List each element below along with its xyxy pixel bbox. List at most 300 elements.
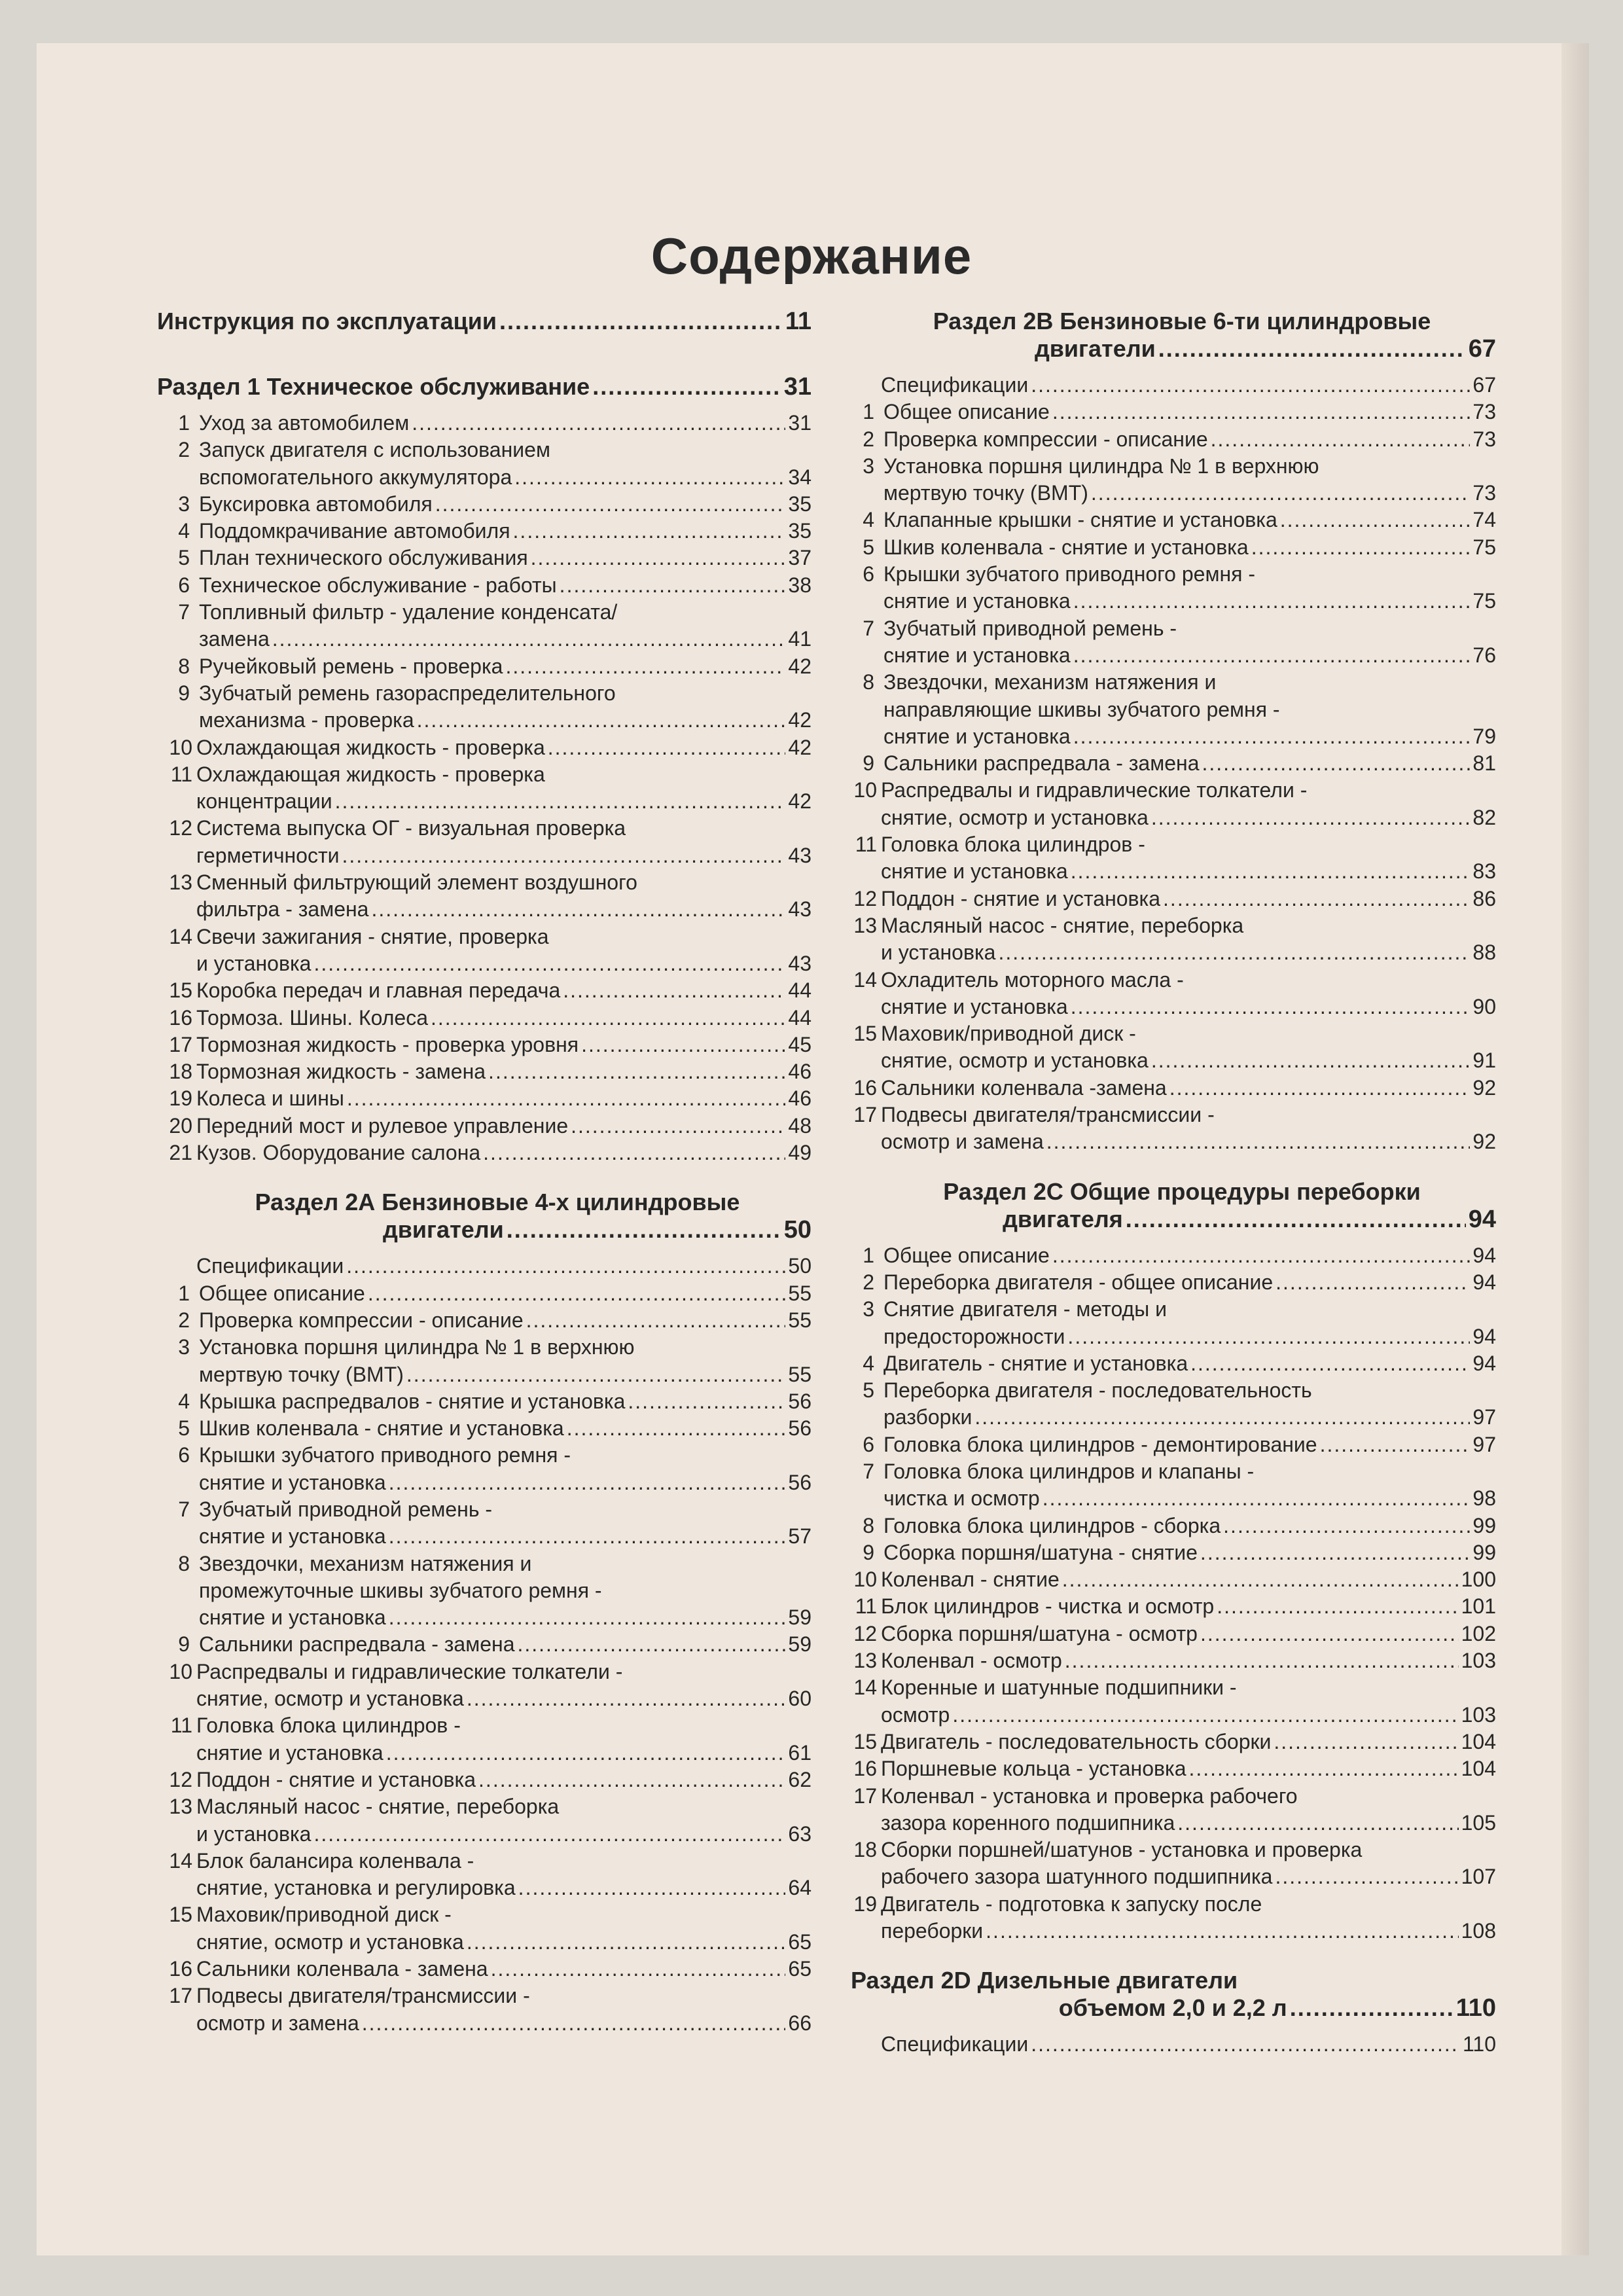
leader-dots xyxy=(467,1929,786,1956)
entry-title-line: и установка xyxy=(196,951,312,975)
entry-last-line xyxy=(199,1307,812,1334)
entry-body xyxy=(881,912,1496,967)
entry-page: 55 xyxy=(788,1281,812,1305)
leader-dots xyxy=(467,1685,786,1712)
entry-page: 101 xyxy=(1461,1594,1496,1619)
entry-body xyxy=(196,1005,812,1031)
toc-entry xyxy=(157,1767,812,1793)
leader-dots xyxy=(1031,2031,1460,2058)
leader-dots xyxy=(1151,1047,1471,1074)
entry-number: 11 xyxy=(855,1594,877,1619)
toc-entry xyxy=(842,561,1496,615)
entry-number: 8 xyxy=(178,1551,190,1575)
leader-dots xyxy=(483,1139,785,1166)
entry-last-line xyxy=(196,1005,812,1031)
toc-entry xyxy=(842,1566,1496,1593)
leader-dots xyxy=(1320,1431,1471,1458)
entry-body xyxy=(881,831,1496,886)
entry-page: 57 xyxy=(788,1524,812,1549)
toc-entry xyxy=(842,1729,1496,1755)
leader-dots xyxy=(347,1085,786,1112)
entry-page: 42 xyxy=(788,708,812,732)
leader-dots xyxy=(389,1523,786,1550)
entry-body xyxy=(883,507,1496,533)
entry-last-line xyxy=(883,1269,1496,1296)
entry-body xyxy=(883,1377,1496,1431)
entry-body xyxy=(199,545,812,571)
entry-title-line: Проверка компрессии - описание xyxy=(199,1308,524,1332)
toc-entry xyxy=(157,815,812,869)
entry-last-line xyxy=(881,1128,1496,1155)
entry-number: 9 xyxy=(863,751,874,776)
entry-page: 73 xyxy=(1472,427,1496,451)
entry-last-line xyxy=(883,1539,1496,1566)
entry-body xyxy=(199,410,812,437)
toc-entry xyxy=(842,1674,1496,1729)
entry-last-line xyxy=(196,1767,812,1793)
entry-title-line: герметичности xyxy=(196,843,340,867)
leader-dots xyxy=(567,1415,786,1442)
entry-number: 19 xyxy=(169,1086,192,1111)
leader-dots xyxy=(478,1767,785,1793)
toc-entry xyxy=(842,1891,1496,1945)
entry-body xyxy=(881,1674,1496,1729)
entry-title-line: переборки xyxy=(881,1919,984,1943)
entry-last-line xyxy=(881,1647,1496,1674)
entry-title-line: Проверка компрессии - описание xyxy=(883,427,1208,451)
entry-body xyxy=(881,1621,1496,1647)
entry-number: 4 xyxy=(863,1351,874,1375)
entry-body xyxy=(881,1891,1496,1945)
leader-dots xyxy=(998,939,1470,966)
leader-dots xyxy=(1052,399,1471,425)
entry-title-line: снятие и установка xyxy=(883,724,1071,748)
leader-dots xyxy=(389,1469,786,1496)
entry-title-line: замена xyxy=(199,627,270,651)
toc-entry xyxy=(157,1956,812,1982)
entry-title-line: Поддон - снятие и установка xyxy=(881,886,1161,910)
entry-body xyxy=(196,1659,812,1713)
leader-dots xyxy=(1217,1593,1458,1620)
entry-last-line xyxy=(199,572,812,599)
entry-body xyxy=(881,1593,1496,1620)
entry-title-line: Сальники коленвала - замена xyxy=(196,1957,488,1981)
toc-entry xyxy=(842,534,1496,561)
entry-page: 94 xyxy=(1472,1243,1496,1267)
entry-page: 107 xyxy=(1461,1865,1496,1889)
entry-title-line: Снятие двигателя - методы и xyxy=(883,1297,1167,1321)
toc-spec-2a: Спецификации ..... 50 xyxy=(157,1253,812,1280)
leader-dots xyxy=(1073,642,1471,669)
entry-last-line xyxy=(883,399,1496,425)
entry-page: 42 xyxy=(788,735,812,759)
leader-dots xyxy=(1046,1128,1471,1155)
toc-entry xyxy=(842,1020,1496,1075)
entry-title-line: снятие, осмотр и установка xyxy=(196,1687,464,1711)
leader-dots xyxy=(1290,1994,1454,2022)
entry-last-line xyxy=(196,1956,812,1982)
entry-number: 20 xyxy=(169,1113,192,1138)
leader-dots xyxy=(517,1631,785,1658)
leader-dots xyxy=(1071,994,1471,1020)
entry-last-line xyxy=(199,653,812,680)
leader-dots xyxy=(1177,1810,1458,1837)
leader-dots xyxy=(491,1956,786,1982)
entry-body xyxy=(196,1085,812,1112)
entry-body xyxy=(199,1496,812,1551)
leader-dots xyxy=(313,950,785,977)
entry-number: 2 xyxy=(178,1308,190,1332)
entry-title-line: Подвесы двигателя/трансмиссии - xyxy=(881,1103,1215,1127)
entry-number: 16 xyxy=(853,1757,877,1781)
leader-dots xyxy=(518,1874,786,1901)
entry-body xyxy=(199,1415,812,1442)
entry-last-line xyxy=(199,491,812,518)
entry-page: 104 xyxy=(1461,1757,1496,1781)
entry-number: 17 xyxy=(853,1784,877,1808)
entry-body xyxy=(881,1075,1496,1102)
leader-dots xyxy=(571,1113,785,1139)
entry-number: 9 xyxy=(178,681,190,705)
entry-body xyxy=(883,1296,1496,1350)
entry-last-line xyxy=(196,1085,812,1112)
entry-title-line: Установка поршня цилиндра № 1 в верхнюю xyxy=(199,1335,635,1359)
entry-number: 21 xyxy=(169,1141,192,1165)
entry-page: 45 xyxy=(788,1032,812,1056)
entry-number: 14 xyxy=(853,967,877,992)
entry-last-line xyxy=(883,642,1496,669)
entry-number: 17 xyxy=(169,1032,192,1056)
toc-entry xyxy=(842,669,1496,750)
toc-heading-section-2a: Раздел 2А Бензиновые 4-х цилиндровые двигатели ..... 50 xyxy=(157,1189,812,1244)
entry-page: 44 xyxy=(788,1005,812,1030)
entry-number: 7 xyxy=(863,1459,874,1483)
entry-number: 3 xyxy=(178,492,190,516)
toc-entry xyxy=(842,507,1496,533)
entry-last-line xyxy=(199,1415,812,1442)
toc-entry xyxy=(157,1415,812,1442)
entry-number: 19 xyxy=(853,1892,877,1916)
entry-number: 12 xyxy=(853,886,877,910)
entry-number: 9 xyxy=(863,1540,874,1564)
entry-title-line: и установка xyxy=(881,941,996,965)
entry-title-line: снятие и установка xyxy=(196,1740,383,1765)
entry-body xyxy=(881,777,1496,831)
entry-title-line: Маховик/приводной диск - xyxy=(881,1022,1136,1046)
entry-title-line: Поршневые кольца - установка xyxy=(881,1757,1186,1781)
leader-dots xyxy=(505,653,785,680)
toc-entry xyxy=(157,1334,812,1388)
leader-dots xyxy=(1073,723,1471,750)
toc-list-section-2c xyxy=(842,1242,1496,1945)
entry-number: 15 xyxy=(853,1022,877,1046)
entry-title-line: Головка блока цилиндров и клапаны - xyxy=(883,1459,1255,1483)
toc-entry xyxy=(842,615,1496,670)
entry-number: 15 xyxy=(853,1729,877,1753)
leader-dots xyxy=(563,977,785,1004)
entry-title-line: Тормозная жидкость - замена xyxy=(196,1060,486,1084)
entry-body xyxy=(196,734,812,761)
entry-body xyxy=(199,1442,812,1496)
entry-title-line: мертвую точку (ВМТ) xyxy=(199,1362,404,1386)
entry-last-line xyxy=(196,1031,812,1058)
entry-title-line: Общее описание xyxy=(199,1281,365,1305)
entry-title-line: Коробка передач и главная передача xyxy=(196,978,561,1003)
toc-list-section-2a xyxy=(157,1280,812,2037)
entry-page: 56 xyxy=(788,1470,812,1494)
left-column xyxy=(157,308,812,2037)
entry-body xyxy=(883,1539,1496,1566)
toc-entry xyxy=(842,886,1496,912)
entry-title-line: Сборка поршня/шатуна - осмотр xyxy=(881,1621,1198,1645)
entry-title-line: зазора коренного подшипника xyxy=(881,1810,1175,1835)
entry-title-line: Топливный фильтр - удаление конденсата/ xyxy=(199,600,618,624)
entry-body xyxy=(199,1334,812,1388)
toc-entry xyxy=(842,1783,1496,1837)
entry-number: 13 xyxy=(853,1649,877,1673)
page-title: Содержание xyxy=(651,227,972,285)
toc-entry xyxy=(157,437,812,491)
entry-page: 56 xyxy=(788,1389,812,1413)
entry-page: 73 xyxy=(1472,400,1496,424)
leader-dots xyxy=(514,464,785,491)
entry-title-line: Коленвал - установка и проверка рабочего xyxy=(881,1784,1298,1808)
leader-dots xyxy=(592,373,781,401)
toc-list-section-1 xyxy=(157,410,812,1166)
entry-number: 6 xyxy=(178,1443,190,1467)
entry-page: 65 xyxy=(788,1957,812,1981)
entry-title-line: Охлаждающая жидкость - проверка xyxy=(196,735,545,759)
toc-entry xyxy=(842,1621,1496,1647)
entry-number: 13 xyxy=(169,870,192,895)
entry-title-line: Двигатель - подготовка к запуску после xyxy=(881,1892,1262,1916)
entry-page: 105 xyxy=(1461,1810,1496,1835)
entry-body xyxy=(883,1458,1496,1513)
entry-last-line xyxy=(881,1729,1496,1755)
leader-dots xyxy=(1169,1075,1471,1102)
toc-entry xyxy=(157,1793,812,1848)
entry-page: 81 xyxy=(1472,751,1496,776)
entry-title-line: Охладитель моторного масла - xyxy=(881,967,1184,992)
leader-dots xyxy=(1151,804,1471,831)
entry-number: 12 xyxy=(169,816,192,840)
entry-title-line: снятие и установка xyxy=(199,1524,386,1549)
entry-body xyxy=(196,977,812,1004)
leader-dots xyxy=(313,1821,785,1848)
entry-number: 8 xyxy=(178,654,190,678)
leader-dots xyxy=(1274,1729,1458,1755)
entry-title-line: вспомогательного аккумулятора xyxy=(199,465,512,489)
toc-entry xyxy=(157,1031,812,1058)
leader-dots xyxy=(1223,1513,1470,1539)
entry-number: 3 xyxy=(178,1335,190,1359)
entry-number: 12 xyxy=(853,1621,877,1645)
entry-last-line xyxy=(196,1821,812,1848)
entry-title-line: осмотр и замена xyxy=(196,2011,359,2035)
entry-number: 10 xyxy=(169,1659,192,1683)
entry-body xyxy=(881,1020,1496,1075)
entry-last-line xyxy=(881,994,1496,1020)
entry-title-line: осмотр xyxy=(881,1702,950,1727)
entry-body xyxy=(881,1647,1496,1674)
entry-body xyxy=(881,886,1496,912)
entry-title-line: снятие, осмотр и установка xyxy=(196,1929,464,1954)
entry-last-line xyxy=(196,1874,812,1901)
entry-page: 97 xyxy=(1472,1432,1496,1456)
entry-body xyxy=(196,1901,812,1956)
entry-title-line: Подвесы двигателя/трансмиссии - xyxy=(196,1984,530,2008)
toc-entry xyxy=(842,1755,1496,1782)
entry-body xyxy=(881,1102,1496,1156)
entry-page: 94 xyxy=(1472,1351,1496,1375)
entry-number: 16 xyxy=(169,1005,192,1030)
entry-body xyxy=(883,1431,1496,1458)
entry-page: 75 xyxy=(1472,589,1496,613)
entry-last-line xyxy=(196,1740,812,1767)
entry-number: 14 xyxy=(169,924,192,948)
toc-entry xyxy=(842,1647,1496,1674)
toc-entry xyxy=(157,734,812,761)
entry-number: 8 xyxy=(863,1513,874,1537)
entry-last-line xyxy=(883,1513,1496,1539)
entry-title-line: разборки xyxy=(883,1405,972,1429)
toc-entry xyxy=(157,869,812,924)
leader-dots xyxy=(1251,534,1471,561)
entry-title-line: Шкив коленвала - снятие и установка xyxy=(883,535,1249,559)
toc-entry xyxy=(842,967,1496,1021)
entry-last-line xyxy=(196,842,812,869)
leader-dots xyxy=(986,1918,1458,1945)
entry-last-line xyxy=(883,1350,1496,1377)
leader-dots xyxy=(342,842,786,869)
leader-dots xyxy=(362,2010,786,2037)
entry-number: 10 xyxy=(853,1568,877,1592)
entry-title-line: Тормозная жидкость - проверка уровня xyxy=(196,1032,579,1056)
leader-dots xyxy=(368,1280,786,1307)
leader-dots xyxy=(371,896,785,923)
entry-last-line xyxy=(199,464,812,491)
entry-last-line xyxy=(199,707,812,734)
toc-entry xyxy=(157,1280,812,1307)
leader-dots xyxy=(1275,1269,1470,1296)
entry-number: 12 xyxy=(169,1767,192,1791)
entry-page: 59 xyxy=(788,1605,812,1630)
entry-title-line: и установка xyxy=(196,1821,312,1846)
entry-body xyxy=(196,1793,812,1848)
entry-number: 5 xyxy=(178,546,190,570)
leader-dots xyxy=(1188,1755,1458,1782)
toc-entry xyxy=(842,453,1496,507)
entry-last-line xyxy=(199,518,812,545)
entry-page: 55 xyxy=(788,1308,812,1332)
entry-title-line: Звездочки, механизм натяжения и xyxy=(883,670,1217,694)
right-column xyxy=(842,308,1496,2058)
entry-title-line: осмотр и замена xyxy=(881,1130,1044,1154)
entry-last-line xyxy=(196,1139,812,1166)
leader-dots xyxy=(513,518,786,545)
toc-entry xyxy=(157,1085,812,1112)
entry-page: 98 xyxy=(1472,1486,1496,1511)
leader-dots xyxy=(1163,886,1470,912)
entry-number: 13 xyxy=(169,1795,192,1819)
entry-body xyxy=(199,437,812,491)
toc-heading-section-2c: Раздел 2С Общие процедуры переборки двигателя ..... 94 xyxy=(842,1178,1496,1233)
entry-last-line xyxy=(881,1047,1496,1074)
entry-page: 43 xyxy=(788,951,812,975)
entry-page: 79 xyxy=(1472,724,1496,748)
entry-number: 3 xyxy=(863,1297,874,1321)
entry-title-line: механизма - проверка xyxy=(199,708,414,732)
entry-page: 103 xyxy=(1461,1702,1496,1727)
entry-body xyxy=(196,1712,812,1767)
entry-title-line: Колеса и шины xyxy=(196,1086,344,1111)
entry-last-line xyxy=(199,1631,812,1658)
toc-entry xyxy=(842,1296,1496,1350)
entry-number: 13 xyxy=(853,913,877,937)
leader-dots xyxy=(431,1005,785,1031)
leader-dots xyxy=(435,491,786,518)
toc-heading-instructions: Инструкция по эксплуатации ..... 11 xyxy=(157,308,812,335)
entry-title-line: фильтра - замена xyxy=(196,897,369,922)
leader-dots xyxy=(1043,1485,1471,1512)
entry-last-line xyxy=(196,950,812,977)
entry-page: 94 xyxy=(1472,1270,1496,1294)
toc-entry xyxy=(157,1496,812,1551)
toc-entry xyxy=(842,1242,1496,1269)
entry-last-line xyxy=(196,1929,812,1956)
entry-page: 63 xyxy=(788,1821,812,1846)
entry-title-line: рабочего зазора шатунного подшипника xyxy=(881,1865,1273,1889)
leader-dots xyxy=(628,1388,785,1415)
entry-title-line: Крышки зубчатого приводного ремня - xyxy=(883,562,1255,586)
leader-dots xyxy=(1211,426,1471,453)
leader-dots xyxy=(1200,1621,1459,1647)
entry-title-line: Ручейковый ремень - проверка xyxy=(199,654,503,678)
entry-body xyxy=(881,1729,1496,1755)
entry-title-line: направляющие шкивы зубчатого ремня - xyxy=(883,697,1280,721)
entry-page: 100 xyxy=(1461,1568,1496,1592)
entry-title-line: Сальники распредвала - замена xyxy=(883,751,1200,776)
toc-entry xyxy=(157,1307,812,1334)
entry-body xyxy=(196,924,812,978)
entry-last-line xyxy=(881,1810,1496,1837)
leader-dots xyxy=(1052,1242,1471,1269)
entry-title-line: Уход за автомобилем xyxy=(199,411,410,435)
toc-spec-2d: Спецификации ..... 110 xyxy=(842,2031,1496,2058)
entry-title-line: Двигатель - последовательность сборки xyxy=(881,1729,1272,1753)
toc-heading-section-2b: Раздел 2В Бензиновые 6-ти цилиндровые двигатели ..... 67 xyxy=(842,308,1496,363)
entry-last-line xyxy=(881,858,1496,885)
toc-entry xyxy=(842,1075,1496,1102)
entry-title-line: Головка блока цилиндров - сборка xyxy=(883,1513,1221,1537)
toc-entry xyxy=(157,1631,812,1658)
entry-number: 7 xyxy=(178,600,190,624)
entry-page: 46 xyxy=(788,1086,812,1111)
entry-page: 56 xyxy=(788,1416,812,1441)
entry-number: 5 xyxy=(863,1378,874,1403)
entry-body xyxy=(199,1631,812,1658)
entry-number: 17 xyxy=(853,1103,877,1127)
entry-title-line: снятие, осмотр и установка xyxy=(881,1049,1149,1073)
entry-body xyxy=(196,1982,812,2037)
entry-number: 18 xyxy=(853,1838,877,1862)
entry-title-line: Распредвалы и гидравлические толкатели - xyxy=(881,778,1308,802)
entry-page: 42 xyxy=(788,654,812,678)
leader-dots xyxy=(974,1404,1470,1431)
entry-page: 41 xyxy=(788,627,812,651)
entry-title-line: Сборка поршня/шатуна - снятие xyxy=(883,1540,1198,1564)
entry-last-line xyxy=(199,1604,812,1631)
